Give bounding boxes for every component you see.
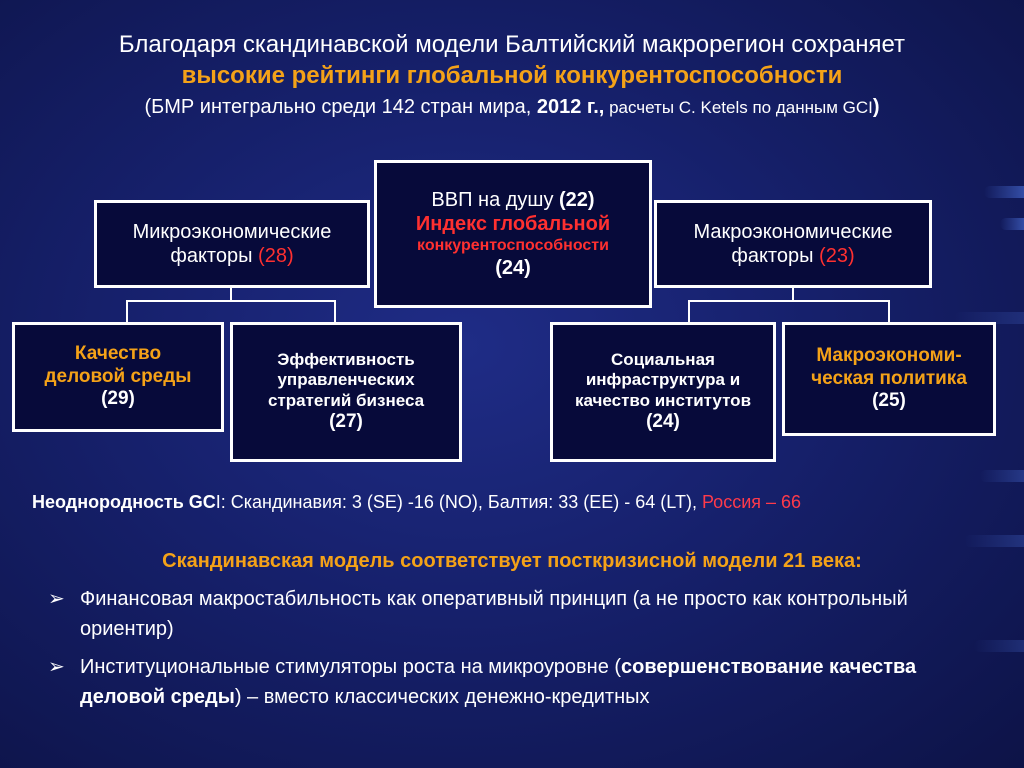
connector-line — [792, 287, 794, 301]
connector-line — [688, 300, 690, 324]
macro-factors-box: Макроэкономические факторы (23) — [654, 200, 932, 288]
connector-line — [688, 300, 890, 302]
decor-stripe — [980, 470, 1024, 482]
connector-line — [126, 300, 128, 324]
title-line-1: Благодаря скандинавской модели Балтийский макрорегион сохраняет — [118, 31, 906, 58]
conclusion-heading: Скандинавская модель соответствует посткризисной модели 21 века: — [162, 550, 862, 572]
decor-stripe — [984, 186, 1024, 198]
connector-line — [126, 300, 336, 302]
decor-stripe — [974, 640, 1024, 652]
social-infrastructure-box: Социальная инфраструктура и качество институтов (24) — [550, 322, 776, 462]
decor-stripe — [1000, 218, 1024, 230]
connector-line — [230, 287, 232, 301]
gci-heterogeneity-line: Неоднородность GCI: Скандинавия: 3 (SE) -16 (NO), Балтия: 33 (EE) - 64 (LT), Россия – 66 — [32, 492, 802, 512]
title-line-3: (БМР интегрально среди 142 стран мира, 2012 г., расчеты C. Ketels по данным GCI) — [144, 96, 880, 118]
connector-line — [334, 300, 336, 324]
management-strategies-box: Эффективность управленческих стратегий бизнеса (27) — [230, 322, 462, 462]
bullet-item: ➢ Финансовая макростабильность как оперативный принцип (а не просто как контрольный ориентир) — [48, 584, 978, 644]
gci-index-box: ВВП на душу (22) Индекс глобальной конкурентоспособности (24) — [374, 160, 652, 308]
arrow-bullet-icon: ➢ — [48, 656, 65, 678]
title-line-2: высокие рейтинги глобальной конкурентоспособности — [181, 62, 843, 89]
arrow-bullet-icon: ➢ — [48, 588, 65, 610]
connector-line — [888, 300, 890, 324]
slide-title — [0, 30, 1024, 123]
business-environment-box: Качество деловой среды (29) — [12, 322, 224, 432]
decor-stripe — [964, 535, 1024, 547]
macro-policy-box: Макроэкономи- ческая политика (25) — [782, 322, 996, 436]
micro-factors-box: Микроэкономические факторы (28) — [94, 200, 370, 288]
bullet-item: ➢ Институциональные стимуляторы роста на микроуровне (совершенствование качества деловой среды) – вместо классических денежно-кредитных — [48, 652, 978, 712]
